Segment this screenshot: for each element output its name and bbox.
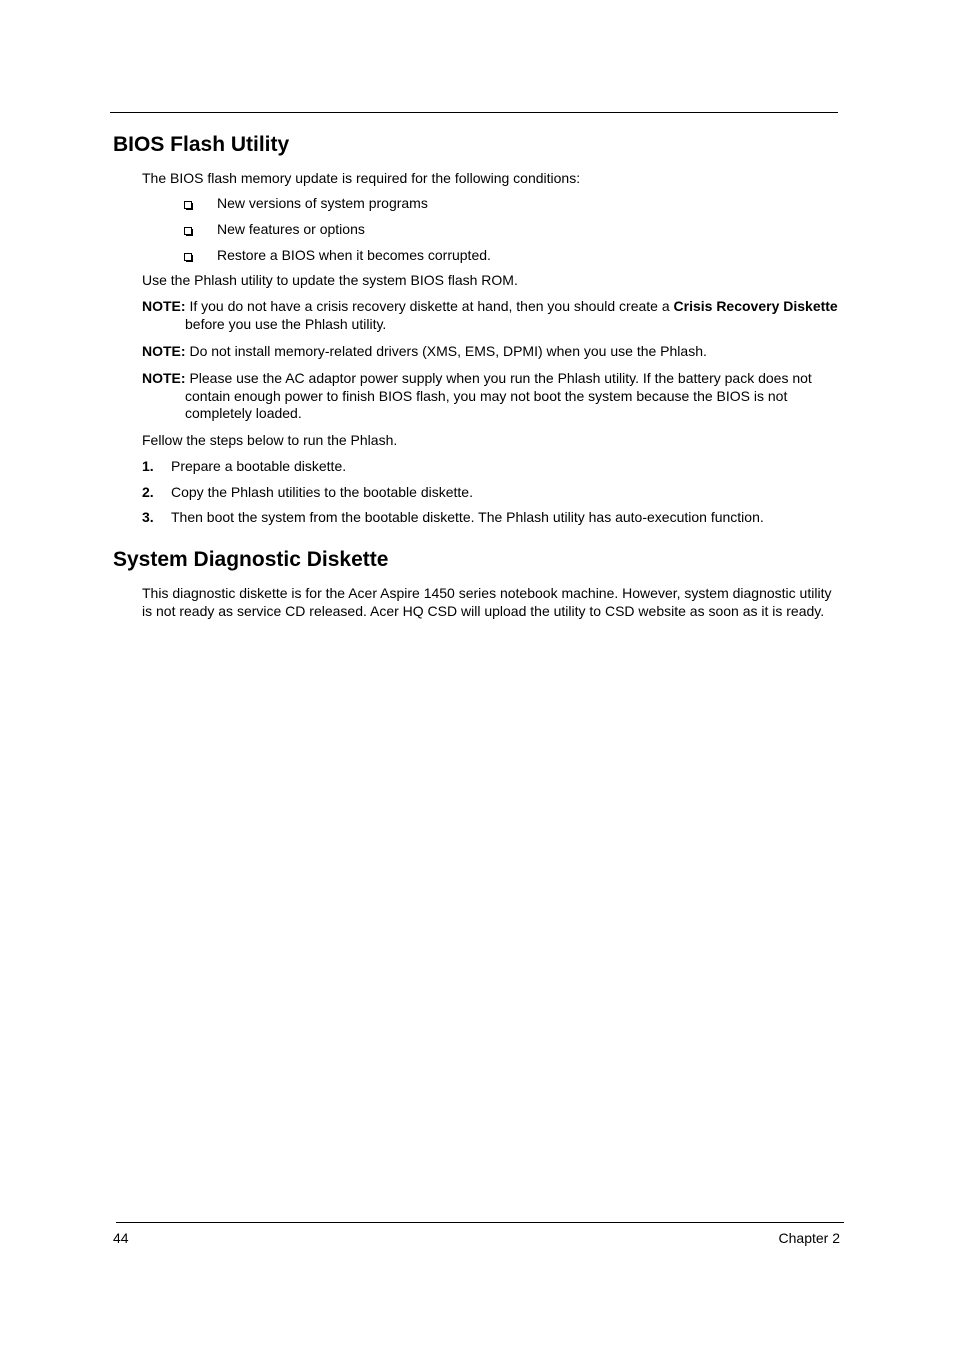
phlash-usage-text: Use the Phlash utility to update the system BIOS flash ROM.: [142, 272, 518, 288]
diagnostic-description: This diagnostic diskette is for the Acer Aspire 1450 series notebook machine. However, system diagnostic utility is not ready as service CD released. Acer HQ CSD will upload the utility to CSD website as soon as it is ready.: [142, 585, 832, 619]
bullet-item: New versions of system programs: [217, 195, 428, 211]
step-number: 2.: [142, 484, 154, 500]
note-label: NOTE:: [142, 298, 186, 314]
step-text: Copy the Phlash utilities to the bootable diskette.: [171, 484, 473, 500]
footer-rule: [116, 1222, 844, 1223]
steps-intro-text: Fellow the steps below to run the Phlash.: [142, 432, 398, 448]
note-label: NOTE:: [142, 370, 186, 386]
bullet-item: Restore a BIOS when it becomes corrupted.: [217, 247, 491, 263]
note-text: Please use the AC adaptor power supply when you run the Phlash utility. If the battery pack does not contain enough power to finish BIOS flash, you may not boot the system because the BIOS is not completely loaded.: [185, 370, 812, 421]
header-rule: [110, 112, 838, 113]
step-text: Prepare a bootable diskette.: [171, 458, 347, 474]
chapter-label: Chapter 2: [778, 1230, 840, 1246]
note-ac-adaptor: [142, 370, 842, 423]
step-text: Then boot the system from the bootable diskette. The Phlash utility has auto-execution function.: [171, 509, 764, 525]
note-label: NOTE:: [142, 343, 186, 359]
section-title-diagnostic-diskette: System Diagnostic Diskette: [113, 548, 389, 571]
page-number: 44: [113, 1230, 129, 1246]
bios-intro-text: The BIOS flash memory update is required for the following conditions:: [142, 170, 581, 186]
step-number: 3.: [142, 509, 154, 525]
note-bold-term: Crisis Recovery Diskette: [673, 298, 838, 314]
checkbox-bullet-icon: [182, 199, 194, 209]
checkbox-bullet-icon: [182, 225, 194, 235]
note-text: Do not install memory-related drivers (XMS, EMS, DPMI) when you use the Phlash.: [185, 343, 707, 359]
step-number: 1.: [142, 458, 154, 474]
note-memory-drivers: [142, 343, 842, 361]
section-title-bios-flash: BIOS Flash Utility: [113, 133, 290, 156]
note-text: before you use the Phlash utility.: [185, 315, 387, 332]
bullet-item: New features or options: [217, 221, 365, 237]
note-crisis-recovery: [142, 298, 842, 333]
note-text: If you do not have a crisis recovery diskette at hand, then you should create a: [185, 298, 674, 314]
checkbox-bullet-icon: [182, 251, 194, 261]
